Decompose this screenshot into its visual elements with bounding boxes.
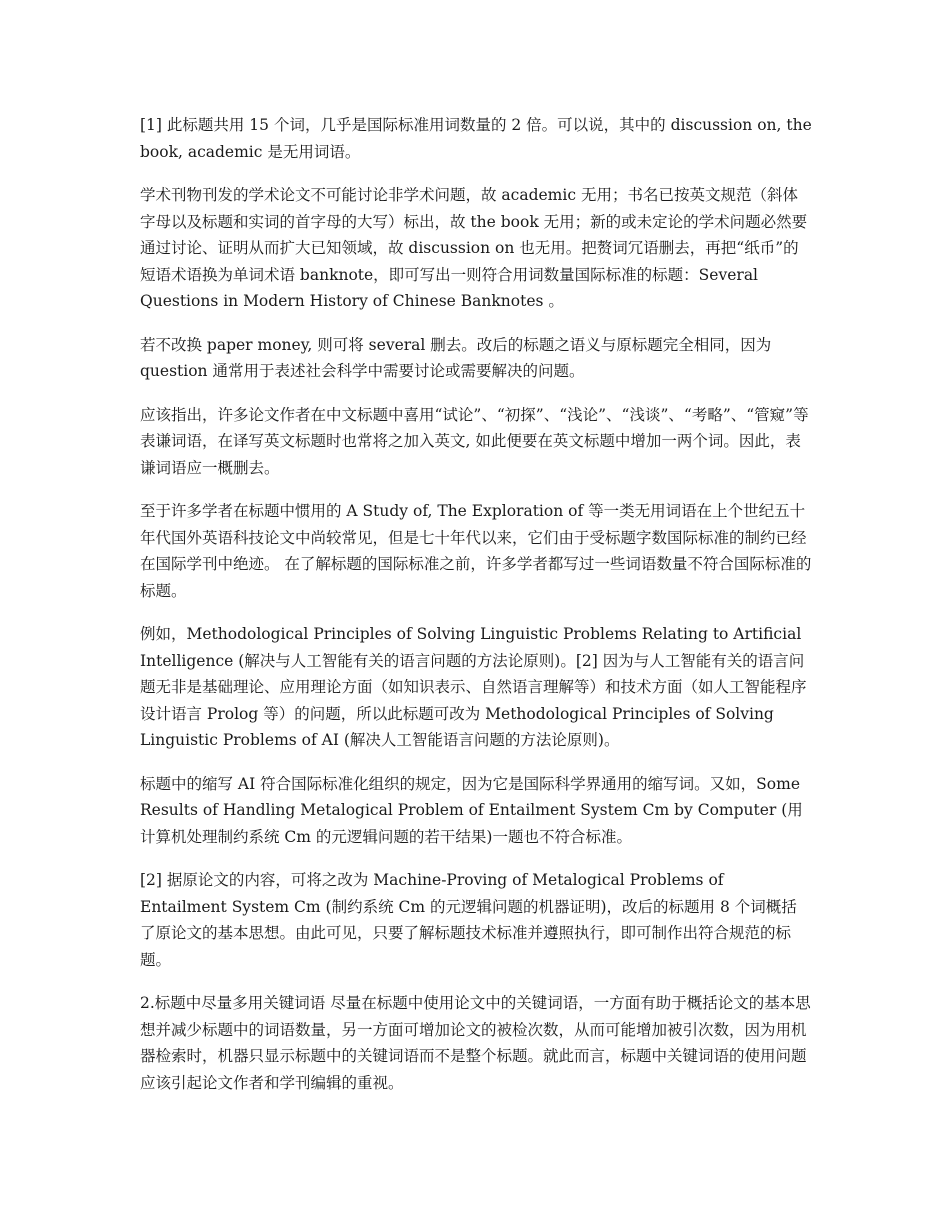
paragraph-4: 应该指出，许多论文作者在中文标题中喜用“试论”、“初探”、“浅论”、“浅谈”、“考略”、“管窥”等表谦词语，在译写英文标题时也常将之加入英文, 如此便要在英文标题中增加一两个词。因此，表谦词语应一概删去。: [140, 405, 809, 477]
paragraph-8: [2] 据原论文的内容，可将之改为 Machine-Proving of Metalogical Problems of Entailment System Cm (制约系统 Cm 的元逻辑问题的机器证明)，改后的标题用 8 个词概括了原论文的基本思想。由此可见，只要了解标题技术标准并遵照执行，即可制作出符合规范的标题。: [140, 871, 797, 969]
document-page: [140, 112, 812, 1113]
paragraph-9: 2.标题中尽量多用关键词语 尽量在标题中使用论文中的关键词语，一方面有助于概括论文的基本思想并减少标题中的词语数量，另一方面可增加论文的被检次数，从而可能增加被引次数，因为用机器检索时，机器只显示标题中的关键词语而不是整个标题。就此而言，标题中关键词语的使用问题应该引起论文作者和学刊编辑的重视。: [140, 994, 811, 1092]
paragraph-1: [1] 此标题共用 15 个词，几乎是国际标准用词数量的 2 倍。可以说，其中的 discussion on, the book, academic 是无用词语。: [140, 116, 812, 161]
paragraph-5: 至于许多学者在标题中惯用的 A Study of, The Exploration of 等一类无用词语在上个世纪五十年代国外英语科技论文中尚较常见，但是七十年代以来，它们由于受标题字数国际标准的制约已经在国际学刊中绝迹。 在了解标题的国际标准之前，许多学者都写过一些词语数量不符合国际标准的标题。: [140, 502, 812, 600]
paragraph-2: 学术刊物刊发的学术论文不可能讨论非学术问题，故 academic 无用；书名已按英文规范（斜体字母以及标题和实词的首字母的大写）标出，故 the book 无用；新的或未定论的学术问题必然要通过讨论、证明从而扩大已知领域，故 discussion on 也无用。把赘词冗语删去，再把“纸币”的短语术语换为单词术语 banknote，即可写出一则符合用词数量国际标准的标题：Several Questions in Modern History of Chinese Banknotes 。: [140, 186, 808, 310]
paragraph-6: 例如，Methodological Principles of Solving Linguistic Problems Relating to Artificial Intelligence (解决与人工智能有关的语言问题的方法论原则)。[2] 因为与人工智能有关的语言问题无非是基础理论、应用理论方面（如知识表示、自然语言理解等）和技术方面（如人工智能程序设计语言 Prolog 等）的问题，所以此标题可改为 Methodological Principles of Solving Linguistic Problems of AI (解决人工智能语言问题的方法论原则)。: [140, 625, 807, 749]
paragraph-7: 标题中的缩写 AI 符合国际标准化组织的规定，因为它是国际科学界通用的缩写词。又如，Some Results of Handling Metalogical Problem of Entailment System Cm by Computer (用计算机处理制约系统 Cm 的元逻辑问题的若干结果)一题也不符合标准。: [140, 774, 803, 846]
paragraph-3: 若不改换 paper money, 则可将 several 删去。改后的标题之语义与原标题完全相同，因为 question 通常用于表述社会科学中需要讨论或需要解决的问题。: [140, 335, 772, 380]
